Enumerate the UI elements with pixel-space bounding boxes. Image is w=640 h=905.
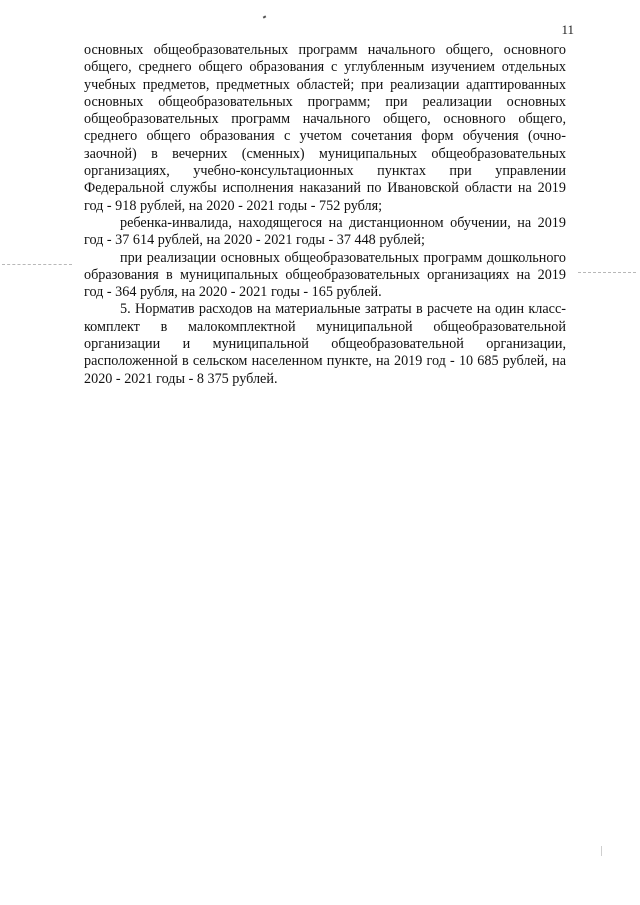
paragraph-disabled-child-distance-learning: ребенка-инвалида, находящегося на дистанционном обучении, на 2019 год - 37 614 рублей, на 2020 - 2021 годы - 37 448 рублей; [84,214,566,249]
page-number: 11 [561,22,574,37]
paragraph-education-programs: основных общеобразовательных программ начального общего, основного общего, среднего общего образования с углубленным изучением отдельных учебных предметов, предметных областей; при реализации адаптированных основных общеобразовательных программ; при реализации основных общеобразовательных программ начального общего, основного общего, среднего общего образования с учетом сочетания форм обучения (очно-заочной) в вечерних (сменных) муниципальных общеобразовательных организациях, учебно-консультационных пунктах при управлении Федеральной службы исполнения наказаний по Ивановской области на 2019 год - 918 рублей, на 2020 - 2021 годы - 752 рубля; [84,42,566,214]
scan-artifact-line-left [2,264,72,265]
scan-artifact-mark [263,15,267,18]
scan-artifact-mark-bottom [601,846,602,856]
document-body [84,42,566,388]
paragraph-preschool-programs: при реализации основных общеобразовательных программ дошкольного образования в муниципальных общеобразовательных организациях на 2019 год - 364 рубля, на 2020 - 2021 годы - 165 рублей. [84,249,566,301]
paragraph-norm-material-costs: 5. Норматив расходов на материальные затраты в расчете на один класс-комплект в малокомплектной муниципальной общеобразовательной организации и муниципальной общеобразовательной организации, расположенной в сельском населенном пункте, на 2019 год - 10 685 рублей, на 2020 - 2021 годы - 8 375 рублей. [84,301,566,387]
scan-artifact-line-right [578,272,636,273]
